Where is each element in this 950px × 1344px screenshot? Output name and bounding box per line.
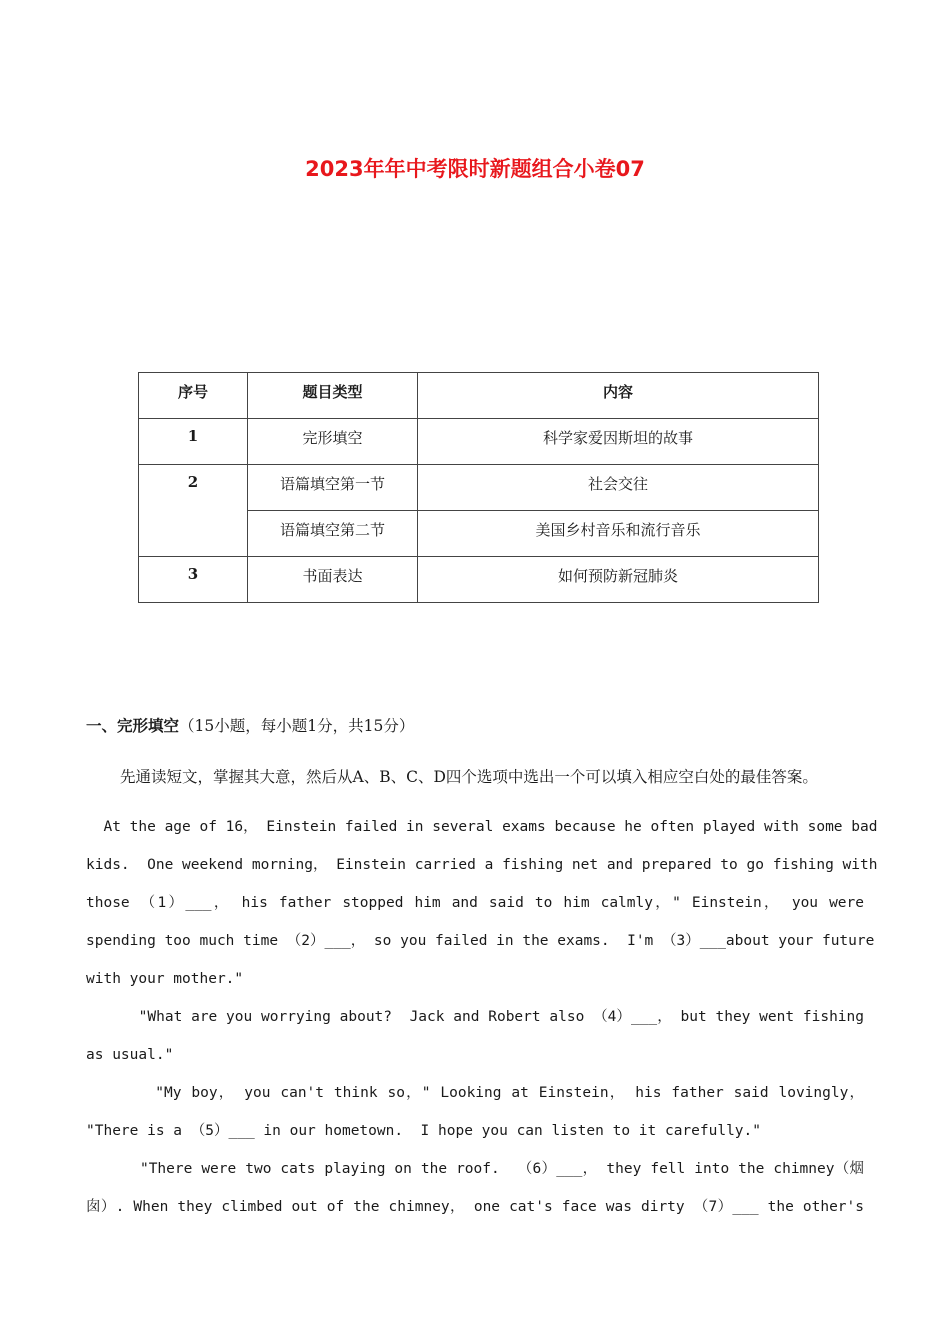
passage-line: "There is a （5）___ in our hometown. I hope you can listen to it carefully."	[86, 1123, 762, 1139]
header-content: 内容	[418, 373, 819, 419]
row-content: 美国乡村音乐和流行音乐	[418, 511, 819, 557]
table-row	[139, 465, 819, 511]
passage-line: those （1）___， his father stopped him and said to him calmly，" Einstein， you were	[86, 895, 864, 911]
passage-line: 囱）. When they climbed out of the chimney， one cat's face was dirty （7）___ the other's	[86, 1199, 864, 1215]
header-type: 题目类型	[248, 373, 418, 419]
row-content: 社会交往	[418, 465, 819, 511]
row-type: 语篇填空第一节	[248, 465, 418, 511]
passage-line: "My boy， you can't think so，" Looking at Einstein， his father said lovingly，	[86, 1085, 864, 1101]
row-content: 科学家爱因斯坦的故事	[418, 419, 819, 465]
cloze-passage	[86, 816, 878, 1234]
passage-line: At the age of 16， Einstein failed in several exams because he often played with some bad	[86, 819, 878, 835]
section-title: 一、完形填空	[86, 717, 180, 735]
table-row	[139, 419, 819, 465]
overview-table	[138, 372, 819, 603]
passage-line: "There were two cats playing on the roof. （6）___， they fell into the chimney（烟	[86, 1161, 864, 1177]
table-row	[139, 557, 819, 603]
passage-line: "What are you worrying about? Jack and Robert also （4）___， but they went fishing	[86, 1009, 864, 1025]
row-number: 2	[139, 465, 248, 557]
row-type: 语篇填空第二节	[248, 511, 418, 557]
row-type: 书面表达	[248, 557, 418, 603]
passage-line: kids. One weekend morning， Einstein carried a fishing net and prepared to go fishing with	[86, 857, 878, 873]
passage-line: as usual."	[86, 1047, 174, 1063]
table-header-row	[139, 373, 819, 419]
section-heading	[86, 714, 414, 736]
row-number: 3	[139, 557, 248, 603]
header-number: 序号	[139, 373, 248, 419]
page-title: 2023年年中考限时新题组合小卷07	[305, 157, 645, 181]
passage-line: spending too much time （2）___， so you failed in the exams. I'm （3）___about your future	[86, 933, 875, 949]
row-content: 如何预防新冠肺炎	[418, 557, 819, 603]
passage-line: with your mother."	[86, 971, 244, 987]
row-type: 完形填空	[248, 419, 418, 465]
section-instruction: 先通读短文，掌握其大意，然后从A、B、C、D四个选项中选出一个可以填入相应空白处的最佳答案。	[120, 768, 818, 786]
row-number: 1	[139, 419, 248, 465]
section-score-note: （15小题，每小题1分，共15分）	[179, 717, 415, 735]
